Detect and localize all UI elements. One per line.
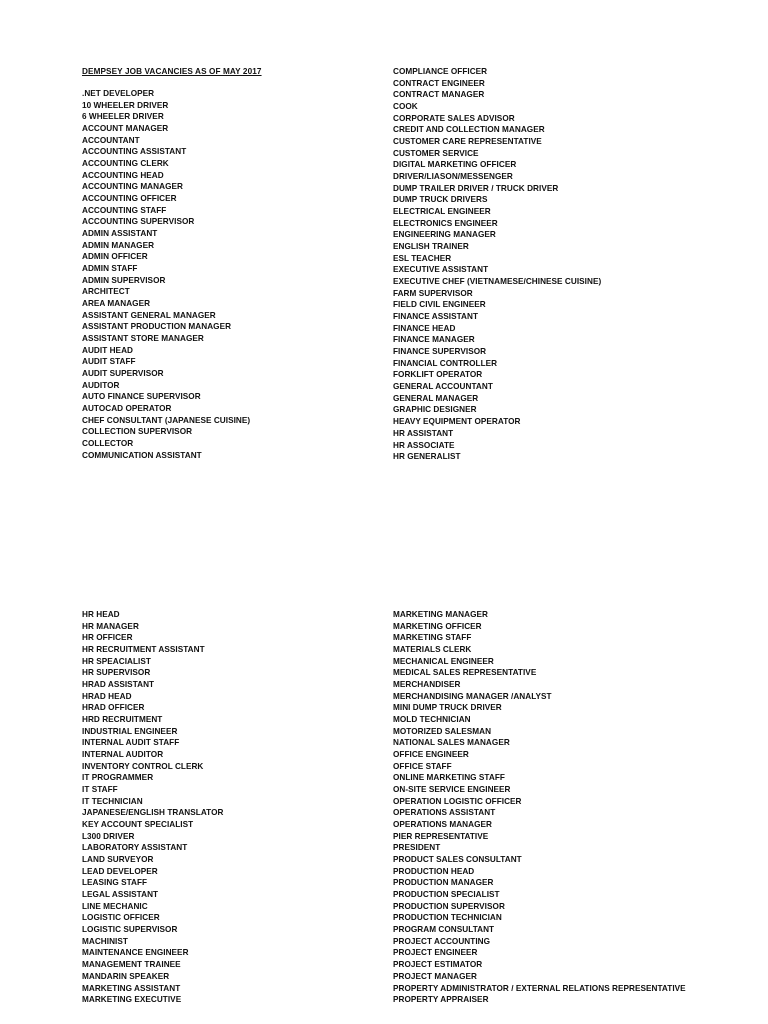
job-title-item: MARKETING STAFF xyxy=(393,633,472,643)
job-title-item: PRODUCTION SPECIALIST xyxy=(393,890,500,900)
job-title-item: PRODUCTION SUPERVISOR xyxy=(393,901,505,911)
job-title-item: AUDIT SUPERVISOR xyxy=(82,369,164,379)
job-title-item: ADMIN STAFF xyxy=(82,264,138,274)
job-title-item: PIER REPRESENTATIVE xyxy=(393,831,489,841)
job-title-item: CUSTOMER SERVICE xyxy=(393,148,479,158)
job-title-item: AREA MANAGER xyxy=(82,299,151,309)
job-title-item: EXECUTIVE CHEF (VIETNAMESE/CHINESE CUISINE) xyxy=(393,277,602,287)
job-title-item: MOLD TECHNICIAN xyxy=(393,715,471,725)
job-title-item: COLLECTOR xyxy=(82,439,134,449)
job-title-item: ACCOUNT MANAGER xyxy=(82,124,169,134)
job-title-item: HR SUPERVISOR xyxy=(82,668,151,678)
job-title-item: MANDARIN SPEAKER xyxy=(82,971,170,981)
job-title-item: ADMIN OFFICER xyxy=(82,252,148,262)
job-title-item: ENGLISH TRAINER xyxy=(393,242,469,252)
job-title-item: MANAGEMENT TRAINEE xyxy=(82,960,181,970)
job-title-item: GRAPHIC DESIGNER xyxy=(393,405,477,415)
job-title-item: INVENTORY CONTROL CLERK xyxy=(82,761,204,771)
job-title-item: HR ASSOCIATE xyxy=(393,440,455,450)
job-title-item: PROPERTY APPRAISER xyxy=(393,995,489,1005)
job-title-item: CUSTOMER CARE REPRESENTATIVE xyxy=(393,137,542,147)
job-title-item: COLLECTION SUPERVISOR xyxy=(82,427,193,437)
job-title-item: PRODUCTION HEAD xyxy=(393,866,475,876)
job-title-item: FINANCIAL CONTROLLER xyxy=(393,358,498,368)
job-title-item: AUTO FINANCE SUPERVISOR xyxy=(82,392,201,402)
job-list-column-4 xyxy=(393,609,686,1006)
job-title-item: ONLINE MARKETING STAFF xyxy=(393,773,505,783)
job-title-item: MINI DUMP TRUCK DRIVER xyxy=(393,703,502,713)
job-title-item: PROPERTY ADMINISTRATOR / EXTERNAL RELATIONS REPRESENTATIVE xyxy=(393,983,686,993)
job-title-item: HRAD OFFICER xyxy=(82,703,145,713)
job-title-item: HRAD HEAD xyxy=(82,691,132,701)
job-title-item: HR RECRUITMENT ASSISTANT xyxy=(82,645,205,655)
job-title-item: ASSISTANT STORE MANAGER xyxy=(82,334,204,344)
job-title-item: ESL TEACHER xyxy=(393,253,452,263)
job-title-item: HR SPEACIALIST xyxy=(82,656,151,666)
job-title-item: LEGAL ASSISTANT xyxy=(82,890,159,900)
job-title-item: KEY ACCOUNT SPECIALIST xyxy=(82,820,194,830)
job-title-item: PROJECT ESTIMATOR xyxy=(393,960,483,970)
job-title-item: MEDICAL SALES REPRESENTATIVE xyxy=(393,668,537,678)
job-title-item: LAND SURVEYOR xyxy=(82,855,154,865)
job-title-item: HR MANAGER xyxy=(82,621,139,631)
job-title-item: PROGRAM CONSULTANT xyxy=(393,925,495,935)
job-title-item: HR ASSISTANT xyxy=(393,428,454,438)
job-title-item: DUMP TRUCK DRIVERS xyxy=(393,195,488,205)
job-title-item: 6 WHEELER DRIVER xyxy=(82,112,164,122)
job-title-item: ACCOUNTING ASSISTANT xyxy=(82,147,187,157)
job-title-item: ACCOUNTING OFFICER xyxy=(82,194,177,204)
job-title-item: PROJECT MANAGER xyxy=(393,971,477,981)
job-title-item: FIELD CIVIL ENGINEER xyxy=(393,300,486,310)
job-title-item: MERCHANDISER xyxy=(393,680,461,690)
job-title-item: ENGINEERING MANAGER xyxy=(393,230,496,240)
job-title-item: HRD RECRUITMENT xyxy=(82,715,163,725)
job-title-item: ADMIN ASSISTANT xyxy=(82,229,158,239)
job-title-item: INTERNAL AUDIT STAFF xyxy=(82,738,180,748)
job-title-item: NATIONAL SALES MANAGER xyxy=(393,738,510,748)
job-title-item: ELECTRICAL ENGINEER xyxy=(393,207,491,217)
job-title-item: PROJECT ACCOUNTING xyxy=(393,936,491,946)
job-title-item: L300 DRIVER xyxy=(82,831,135,841)
job-title-item: INDUSTRIAL ENGINEER xyxy=(82,726,178,736)
job-title-item: FARM SUPERVISOR xyxy=(393,288,473,298)
job-title-item: HR GENERALIST xyxy=(393,452,461,462)
job-title-item: FINANCE SUPERVISOR xyxy=(393,347,487,357)
job-title-item: IT STAFF xyxy=(82,785,118,795)
job-title-item: LEASING STAFF xyxy=(82,878,148,888)
job-title-item: IT TECHNICIAN xyxy=(82,796,143,806)
job-title-item: GENERAL MANAGER xyxy=(393,393,479,403)
job-title-item: ARCHITECT xyxy=(82,287,130,297)
job-title-item: ACCOUNTING MANAGER xyxy=(82,182,183,192)
job-title-item: ASSISTANT PRODUCTION MANAGER xyxy=(82,322,232,332)
job-title-item: ACCOUNTING HEAD xyxy=(82,170,164,180)
job-title-item: PRESIDENT xyxy=(393,843,441,853)
job-title-item: PROJECT ENGINEER xyxy=(393,948,478,958)
job-title-item: AUTOCAD OPERATOR xyxy=(82,404,172,414)
job-title-item: FINANCE ASSISTANT xyxy=(393,312,478,322)
job-title-item: DIGITAL MARKETING OFFICER xyxy=(393,160,517,170)
job-title-item: ASSISTANT GENERAL MANAGER xyxy=(82,310,216,320)
job-title-item: ACCOUNTANT xyxy=(82,135,140,145)
job-title-item: MARKETING MANAGER xyxy=(393,610,489,619)
job-title-item: MARKETING OFFICER xyxy=(393,621,482,631)
job-title-item: PRODUCTION MANAGER xyxy=(393,878,494,888)
job-title-item: LOGISTIC SUPERVISOR xyxy=(82,925,178,935)
job-title-item: LABORATORY ASSISTANT xyxy=(82,843,188,853)
job-title-item: CONTRACT ENGINEER xyxy=(393,78,485,88)
job-title-item: JAPANESE/ENGLISH TRANSLATOR xyxy=(82,808,224,818)
job-title-item: LOGISTIC OFFICER xyxy=(82,913,160,923)
job-title-item: HR HEAD xyxy=(82,610,120,619)
job-title-item: MECHANICAL ENGINEER xyxy=(393,656,494,666)
job-title-item: COOK xyxy=(393,102,418,112)
page-title: DEMPSEY JOB VACANCIES AS OF MAY 2017 xyxy=(82,67,262,76)
job-title-item: EXECUTIVE ASSISTANT xyxy=(393,265,489,275)
job-title-item: PRODUCTION TECHNICIAN xyxy=(393,913,502,923)
job-title-item: DRIVER/LIASON/MESSENGER xyxy=(393,172,513,182)
job-title-item: LINE MECHANIC xyxy=(82,901,148,911)
job-title-item: MOTORIZED SALESMAN xyxy=(393,726,492,736)
job-title-item: MERCHANDISING MANAGER /ANALYST xyxy=(393,691,552,701)
job-title-item: 10 WHEELER DRIVER xyxy=(82,100,169,110)
job-title-item: .NET DEVELOPER xyxy=(82,89,155,98)
job-title-item: FINANCE MANAGER xyxy=(393,335,475,345)
job-title-item: LEAD DEVELOPER xyxy=(82,866,158,876)
job-title-item: ACCOUNTING SUPERVISOR xyxy=(82,217,195,227)
job-title-item: AUDITOR xyxy=(82,380,120,390)
job-title-item: DUMP TRAILER DRIVER / TRUCK DRIVER xyxy=(393,183,559,193)
job-title-item: ADMIN MANAGER xyxy=(82,240,155,250)
job-list-column-3 xyxy=(82,609,223,1006)
job-title-item: MARKETING EXECUTIVE xyxy=(82,995,182,1005)
job-title-item: FORKLIFT OPERATOR xyxy=(393,370,483,380)
job-title-item: CREDIT AND COLLECTION MANAGER xyxy=(393,125,545,135)
job-list-column-2 xyxy=(393,66,601,463)
job-title-item: CHEF CONSULTANT (JAPANESE CUISINE) xyxy=(82,415,251,425)
job-title-item: ADMIN SUPERVISOR xyxy=(82,275,166,285)
job-title-item: FINANCE HEAD xyxy=(393,323,456,333)
job-title-item: ACCOUNTING STAFF xyxy=(82,205,167,215)
job-title-item: ACCOUNTING CLERK xyxy=(82,159,169,169)
job-title-item: MACHINIST xyxy=(82,936,128,946)
job-title-item: MAINTENANCE ENGINEER xyxy=(82,948,189,958)
job-title-item: MATERIALS CLERK xyxy=(393,645,472,655)
job-title-item: OPERATIONS ASSISTANT xyxy=(393,808,496,818)
job-title-item: COMMUNICATION ASSISTANT xyxy=(82,450,202,460)
job-title-item: HEAVY EQUIPMENT OPERATOR xyxy=(393,417,521,427)
job-title-item: IT PROGRAMMER xyxy=(82,773,154,783)
job-title-item: OPERATION LOGISTIC OFFICER xyxy=(393,796,522,806)
job-title-item: PRODUCT SALES CONSULTANT xyxy=(393,855,522,865)
job-title-item: AUDIT HEAD xyxy=(82,345,133,355)
job-title-item: HR OFFICER xyxy=(82,633,133,643)
job-list-column-1 xyxy=(82,88,250,462)
job-title-item: ELECTRONICS ENGINEER xyxy=(393,218,498,228)
job-title-item: ON-SITE SERVICE ENGINEER xyxy=(393,785,511,795)
job-title-item: COMPLIANCE OFFICER xyxy=(393,67,488,76)
job-title-item: OFFICE ENGINEER xyxy=(393,750,469,760)
job-title-item: OFFICE STAFF xyxy=(393,761,452,771)
job-title-item: HRAD ASSISTANT xyxy=(82,680,155,690)
job-title-item: OPERATIONS MANAGER xyxy=(393,820,493,830)
job-title-item: AUDIT STAFF xyxy=(82,357,136,367)
job-title-item: MARKETING ASSISTANT xyxy=(82,983,181,993)
job-title-item: GENERAL ACCOUNTANT xyxy=(393,382,493,392)
job-title-item: CORPORATE SALES ADVISOR xyxy=(393,113,515,123)
job-title-item: CONTRACT MANAGER xyxy=(393,90,485,100)
job-title-item: INTERNAL AUDITOR xyxy=(82,750,164,760)
